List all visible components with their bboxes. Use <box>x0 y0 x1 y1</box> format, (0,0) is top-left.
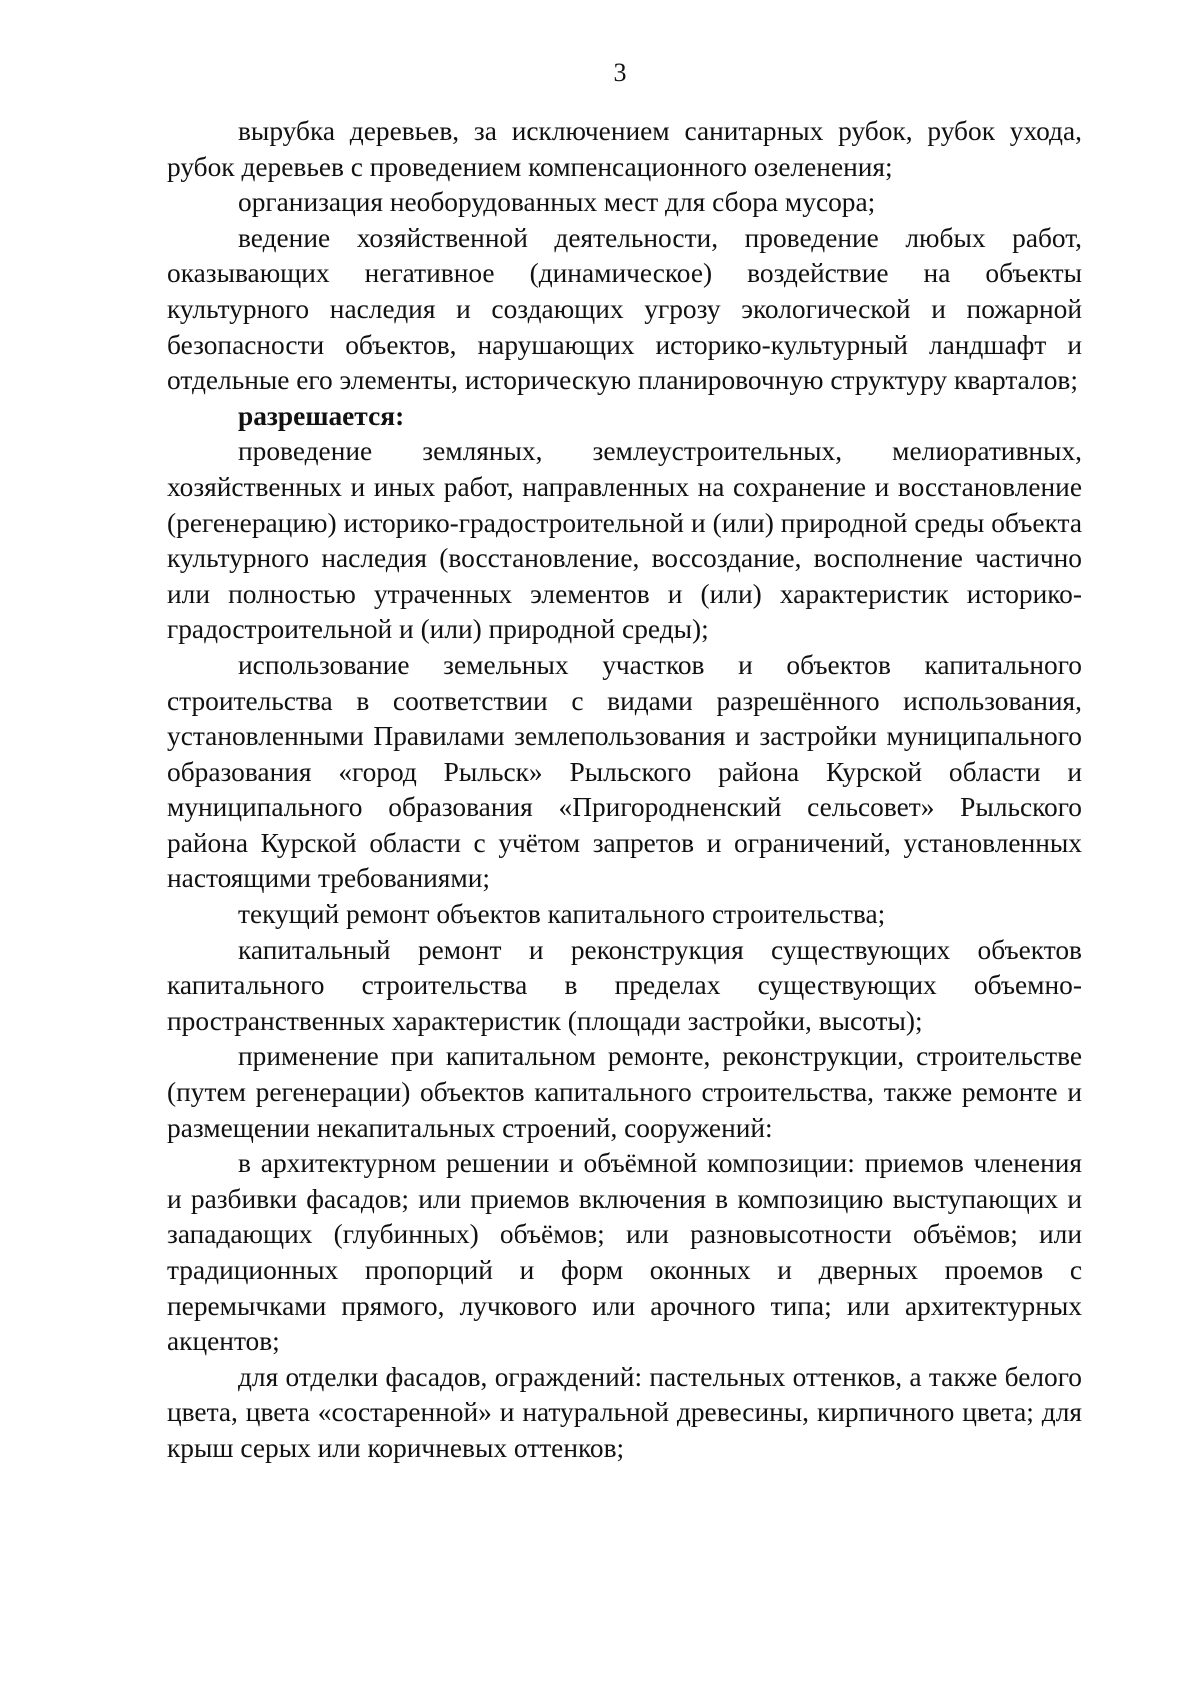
page-number: 3 <box>613 58 627 87</box>
paragraph-earthworks: проведение земляных, землеустроительных, мелиоративных, хозяйственных и иных работ, направленных на сохранение и восстановление (регенерацию) историко-градостроительной и (или) природной среды объекта культурного наследия (восстановление, воссоздание, восполнение частично или полностью утраченных элементов и (или) характеристик историко-градостроительной и (или) природной среды); <box>167 436 1082 645</box>
paragraph-facade-finish: для отделки фасадов, ограждений: пастельных оттенков, а также белого цвета, цвета «состаренной» и натуральной древесины, кирпичного цвета; для крыш серых или коричневых оттенков; <box>167 1361 1082 1463</box>
paragraph-economic-activity: ведение хозяйственной деятельности, проведение любых работ, оказывающих негативное (динамическое) воздействие на объекты культурного наследия и создающих угрозу экологической и пожарной безопасности объектов, нарушающих историко-культурный ландшафт и отдельные его элементы, историческую планировочную структуру кварталов; <box>167 222 1082 396</box>
paragraph-application: применение при капитальном ремонте, реконструкции, строительстве (путем регенерации) объектов капитального строительства, также ремонте и размещении некапитальных строений, сооружений: <box>167 1041 1082 1143</box>
paragraph-tree-felling: вырубка деревьев, за исключением санитарных рубок, рубок ухода, рубок деревьев с проведением компенсационного озеленения; <box>167 116 1082 182</box>
paragraph-current-repair: текущий ремонт объектов капитального строительства; <box>238 899 886 930</box>
paragraph-land-use: использование земельных участков и объектов капитального строительства в соответствии с видами разрешённого использования, установленными Правилами землепользования и застройки муниципального образования «город Рыльск» Рыльского района Курской области и муниципального образования «Пригородненский сельсовет» Рыльского района Курской области с учётом запретов и ограничений, установленных настоящими требованиями; <box>167 649 1082 894</box>
paragraph-architecture: в архитектурном решении и объёмной композиции: приемов членения и разбивки фасадов; или приемов включения в композицию выступающих и западающих (глубинных) объёмов; или разновысотности объёмов; или традиционных пропорций и форм оконных и дверных проемов с перемычками прямого, лучкового или арочного типа; или архитектурных акцентов; <box>167 1148 1082 1357</box>
paragraph-capital-repair: капитальный ремонт и реконструкция существующих объектов капитального строительства в пределах существующих объемно-пространственных характеристик (площади застройки, высоты); <box>167 934 1082 1036</box>
paragraph-waste-sites: организация необорудованных мест для сбора мусора; <box>238 187 876 218</box>
document-body <box>167 114 1082 1467</box>
section-heading-permitted: разрешается: <box>238 400 405 431</box>
